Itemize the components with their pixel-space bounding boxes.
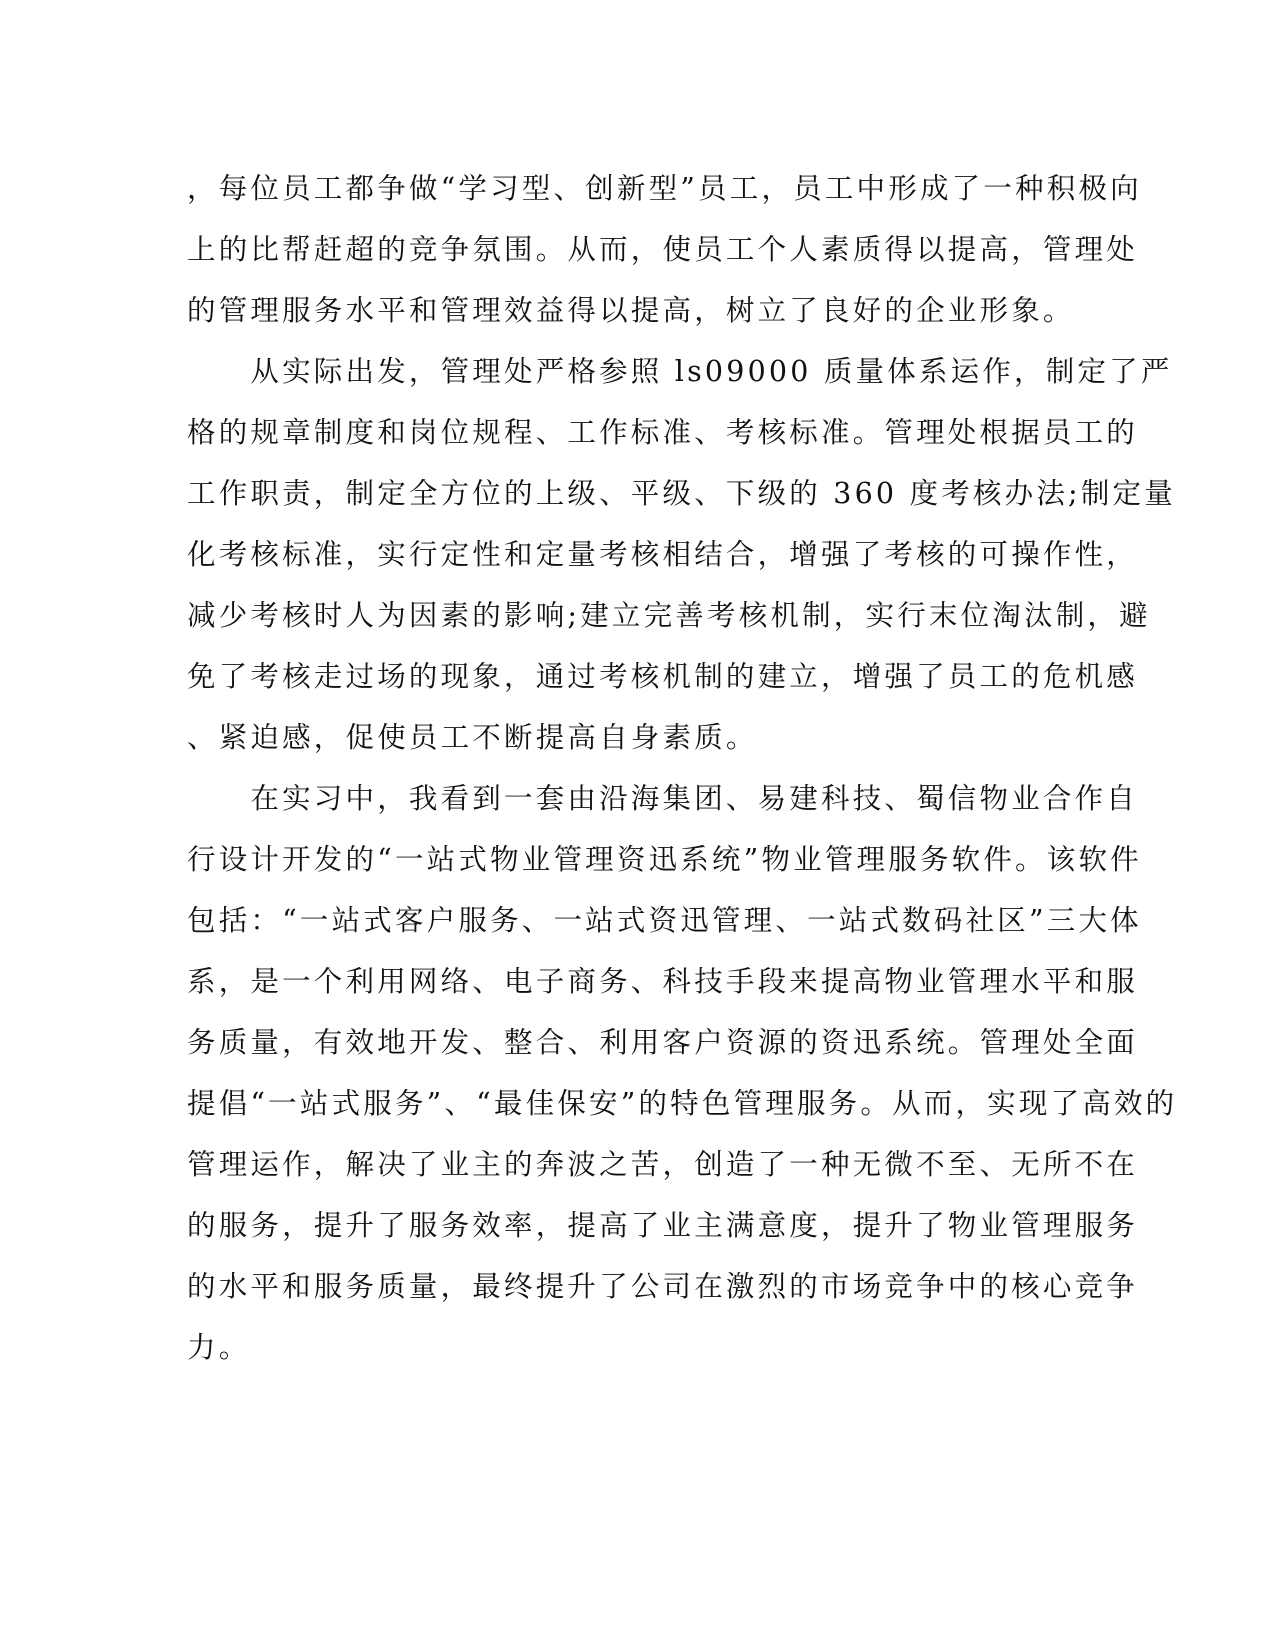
paragraph-2-line-4: 化考核标准，实行定性和定量考核相结合，增强了考核的可操作性，	[187, 538, 1139, 571]
paragraph-3-line-7: 管理运作，解决了业主的奔波之苦，创造了一种无微不至、无所不在	[187, 1148, 1139, 1181]
paragraph-2-line-6: 免了考核走过场的现象，通过考核机制的建立，增强了员工的危机感	[187, 660, 1139, 693]
paragraph-3-line-9: 的水平和服务质量，最终提升了公司在激烈的市场竞争中的核心竞争	[187, 1270, 1139, 1303]
paragraph-1-line-3: 的管理服务水平和管理效益得以提高，树立了良好的企业形象。	[187, 294, 1075, 327]
body-text	[187, 158, 1178, 1378]
paragraph-2-line-2: 格的规章制度和岗位规程、工作标准、考核标准。管理处根据员工的	[187, 416, 1139, 449]
paragraph-3-line-5: 务质量，有效地开发、整合、利用客户资源的资迅系统。管理处全面	[187, 1026, 1139, 1059]
paragraph-3-line-6: 提倡“一站式服务”、“最佳保安”的特色管理服务。从而，实现了高效的	[187, 1087, 1178, 1120]
paragraph-3-line-10: 力。	[187, 1331, 251, 1364]
paragraph-2-line-1: 从实际出发，管理处严格参照 ls09000 质量体系运作，制定了严	[187, 355, 1173, 388]
paragraph-3-line-4: 系，是一个利用网络、电子商务、科技手段来提高物业管理水平和服	[187, 965, 1139, 998]
paragraph-1-line-1: ，每位员工都争做“学习型、创新型”员工，员工中形成了一种积极向	[187, 172, 1142, 205]
paragraph-3-line-2: 行设计开发的“一站式物业管理资迅系统”物业管理服务软件。该软件	[187, 843, 1142, 876]
paragraph-1-line-2: 上的比帮赶超的竞争氛围。从而，使员工个人素质得以提高，管理处	[187, 233, 1139, 266]
paragraph-2-line-3: 工作职责，制定全方位的上级、平级、下级的 360 度考核办法;制定量	[187, 477, 1176, 510]
paragraph-2-line-7: 、紧迫感，促使员工不断提高自身素质。	[187, 721, 758, 754]
paragraph-3-line-1: 在实习中，我看到一套由沿海集团、易建科技、蜀信物业合作自	[187, 782, 1139, 815]
paragraph-3-line-8: 的服务，提升了服务效率，提高了业主满意度，提升了物业管理服务	[187, 1209, 1139, 1242]
paragraph-2-line-5: 减少考核时人为因素的影响;建立完善考核机制，实行末位淘汰制，避	[187, 599, 1151, 632]
paragraph-3-line-3: 包括：“一站式客户服务、一站式资迅管理、一站式数码社区”三大体	[187, 904, 1142, 937]
